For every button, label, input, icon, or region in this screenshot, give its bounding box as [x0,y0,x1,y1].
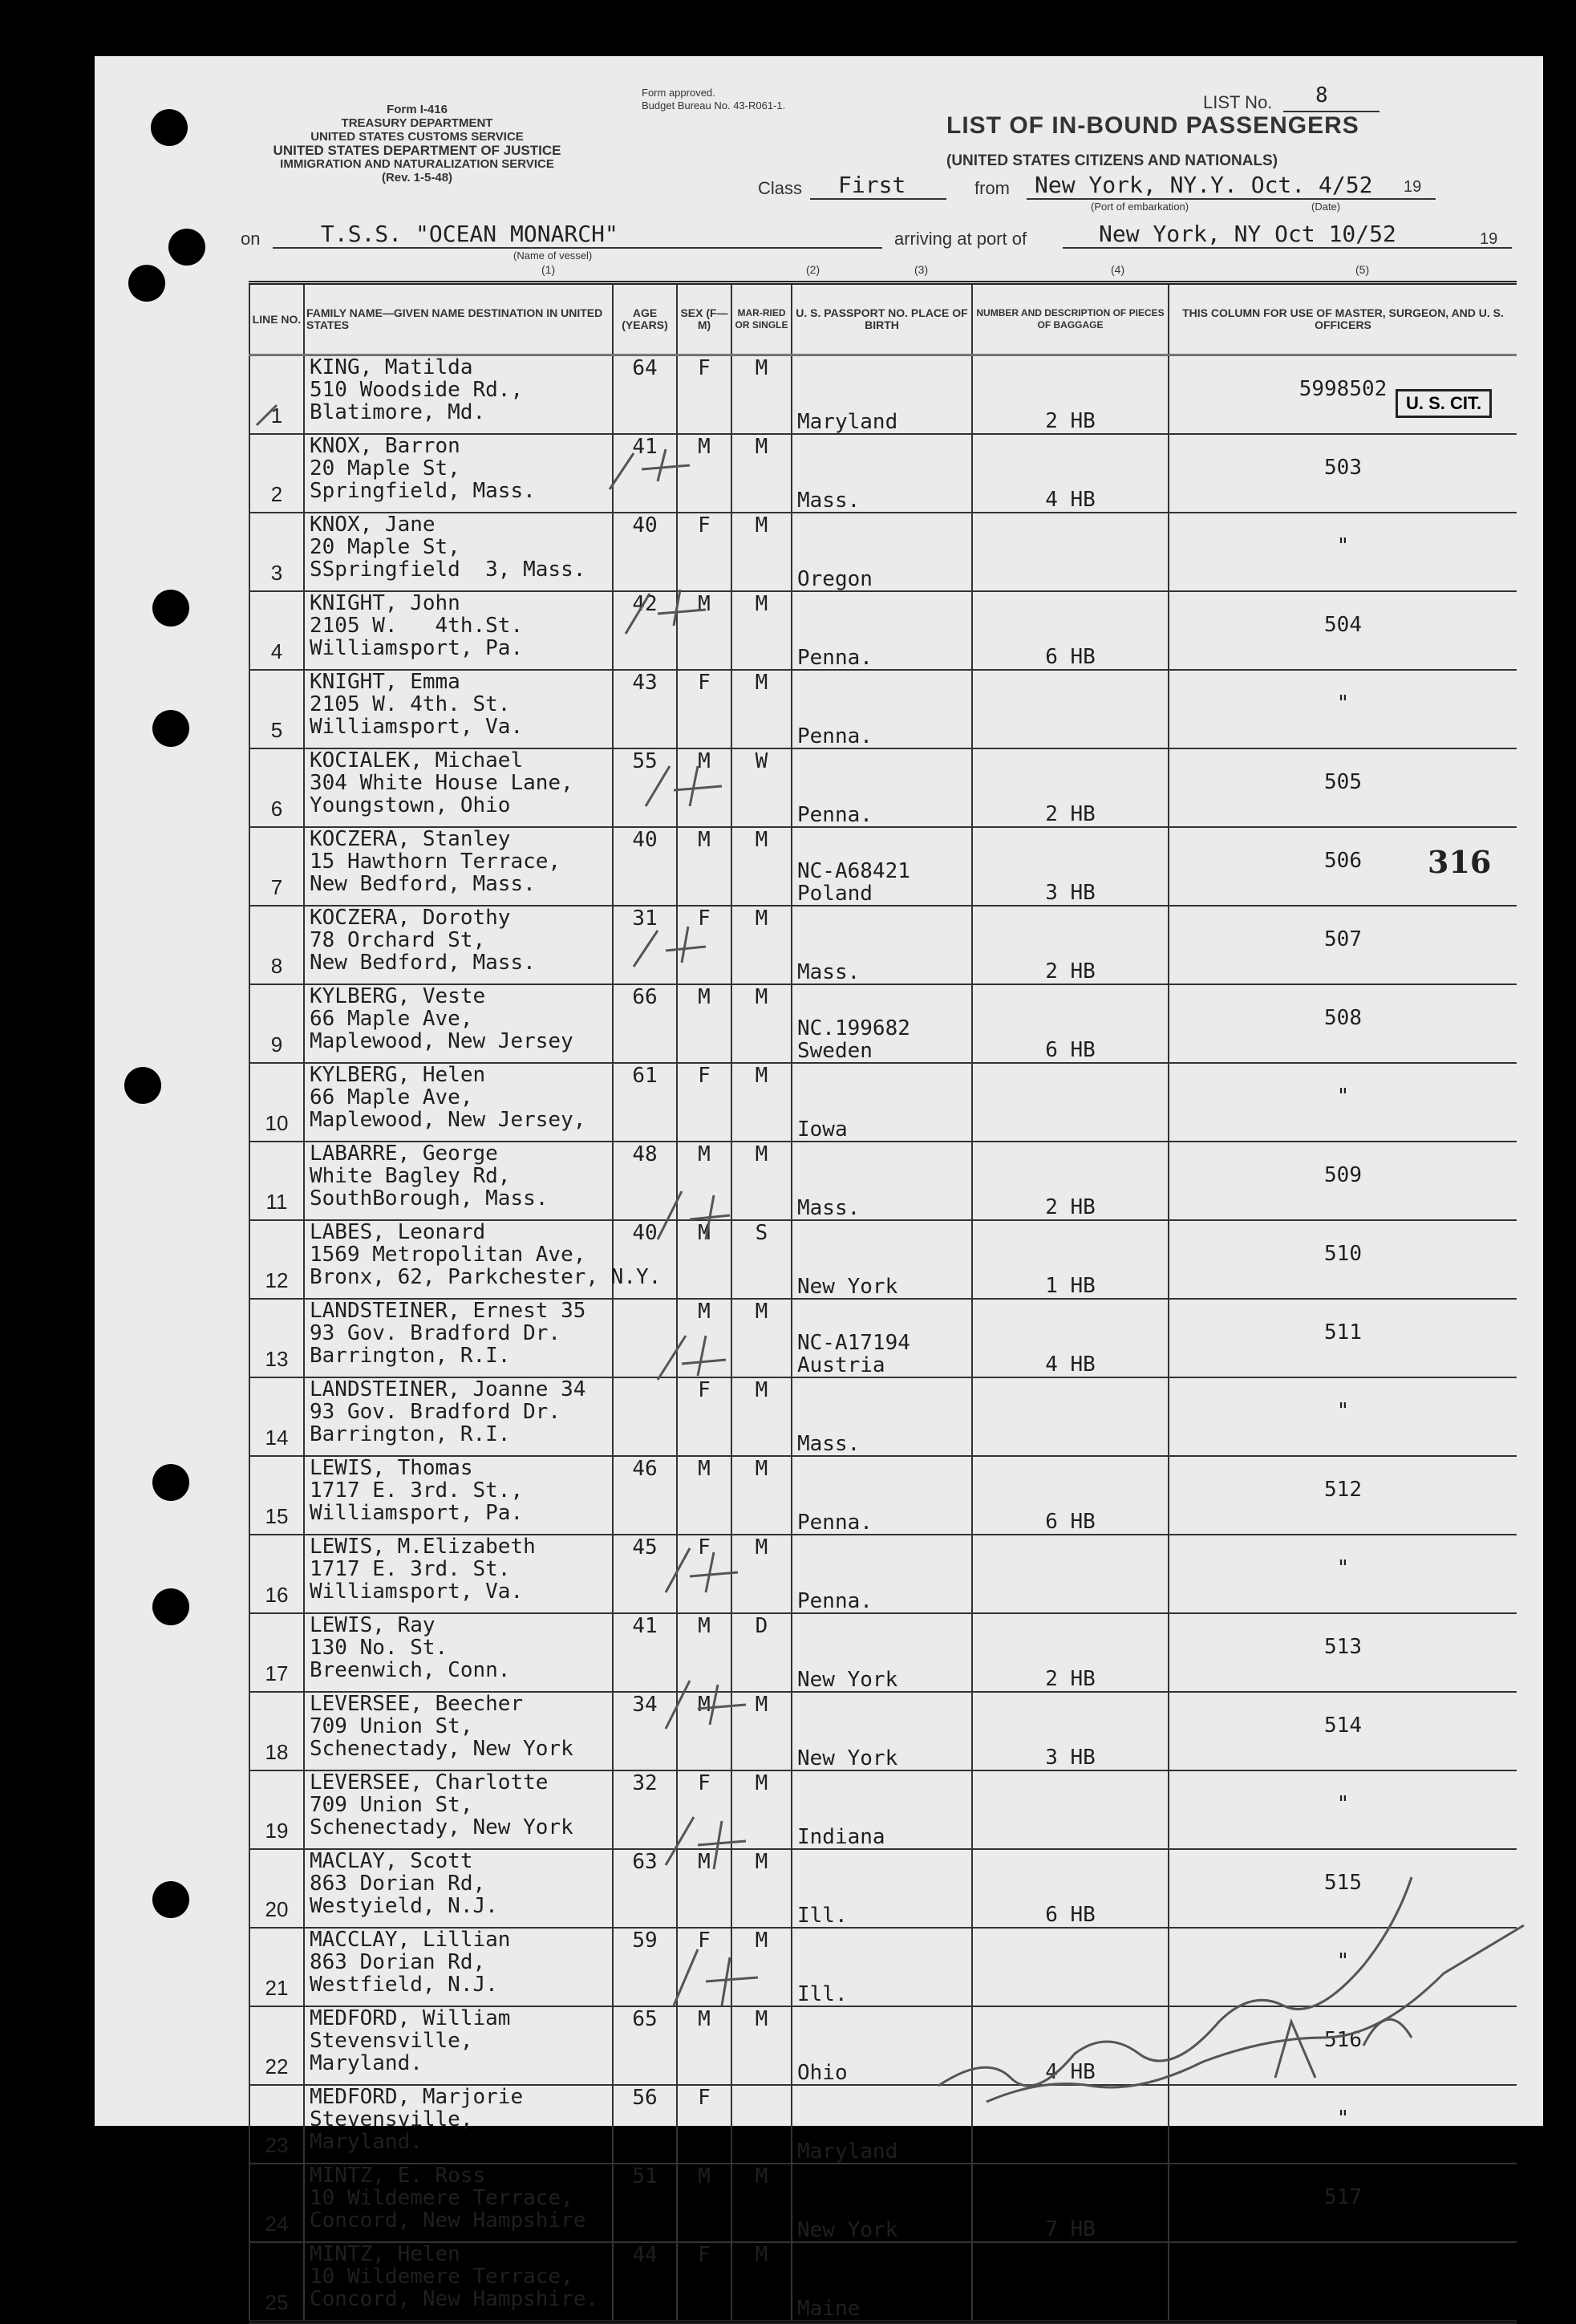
col-name: FAMILY NAME—GIVEN NAME DESTINATION IN UNITED STATES [304,283,613,355]
marital-status: M [731,1535,792,1613]
list-subtitle: (UNITED STATES CITIZENS AND NATIONALS) [946,152,1278,169]
passenger-name: LEVERSEE, Beecher 709 Union St, Schenectady, New York [304,1692,613,1770]
marital-status: M [731,434,792,513]
officer-number: 505 [1169,748,1517,827]
officer-number: 507 [1169,906,1517,984]
passport-birthplace: Penna. [792,670,972,748]
officer-number: 506 [1169,827,1517,906]
passenger-age: 56 [613,2085,677,2164]
baggage-count: 2 HB [972,1613,1169,1692]
officer-number: 517 [1169,2164,1517,2242]
form-number: Form I-416 [387,103,448,116]
passport-birthplace: Iowa [792,1063,972,1142]
signature-scrawl [938,1877,1412,2086]
from-label: from [974,178,1010,198]
officer-number: 510 [1169,1220,1517,1299]
marital-status: M [731,355,792,435]
passenger-name: KNIGHT, John 2105 W. 4th.St. Williamsport, Pa. [304,591,613,670]
vessel-name: T.S.S. "OCEAN MONARCH" [321,221,618,247]
passenger-age: 61 [613,1063,677,1142]
baggage-count: 3 HB [972,1692,1169,1770]
list-number-label: LIST No. [1203,92,1273,112]
passenger-name: LABES, Leonard 1569 Metropolitan Ave, Bronx, 62, Parkchester, N.Y. [304,1220,613,1299]
col-married: MAR-RIED OR SINGLE [731,283,792,355]
class-label: Class [758,178,803,198]
passenger-sex: F [677,355,731,435]
line-number: 1 [249,355,304,435]
passenger-age: 41 [613,434,677,513]
passport-birthplace: NC.199682 Sweden [792,984,972,1063]
passenger-age: 42 [613,591,677,670]
passenger-name: MINTZ, E. Ross 10 Wildemere Terrace, Concord, New Hampshire [304,2164,613,2242]
passport-birthplace: Mass. [792,906,972,984]
col-line: LINE NO. [249,283,304,355]
marital-status: M [731,827,792,906]
line-number: 8 [249,906,304,984]
passenger-sex: M [677,984,731,1063]
officer-number: " [1169,1770,1517,1849]
line-number: 18 [249,1692,304,1770]
passenger-age: 34 [613,1692,677,1770]
passport-birthplace: New York [792,2164,972,2242]
check-mark [666,1681,746,1729]
baggage-count: 6 HB [972,1456,1169,1535]
line-number: 7 [249,827,304,906]
page-number: 316 [1428,844,1492,880]
passenger-age: 40 [613,513,677,591]
line-number: 25 [249,2242,304,2322]
passport-birthplace: Ohio [792,2006,972,2085]
check-mark [626,590,706,634]
column-number: (4) [1111,263,1125,276]
passenger-name: MACLAY, Scott 863 Dorian Rd, Westyield, N.J. [304,1849,613,1928]
officer-number: 5998502 [1169,355,1517,435]
passenger-sex: F [677,2085,731,2164]
officer-number: " [1169,1377,1517,1456]
passenger-sex: M [677,2006,731,2085]
column-number: (1) [541,263,556,276]
passenger-sex: F [677,1770,731,1849]
passport-birthplace: New York [792,1220,972,1299]
column-number: (5) [1355,263,1370,276]
line-number: 12 [249,1220,304,1299]
check-mark [658,1191,730,1239]
form-approved: Form approved. [642,87,715,99]
marital-status: M [731,513,792,591]
col-age: AGE (YEARS) [613,283,677,355]
passenger-age: 43 [613,670,677,748]
officer-number: " [1169,1535,1517,1613]
passenger-name: LANDSTEINER, Ernest 35 93 Gov. Bradford Dr. Barrington, R.I. [304,1299,613,1377]
passenger-sex: F [677,1928,731,2006]
officer-number: " [1169,1063,1517,1142]
col-passport: U. S. PASSPORT NO. PLACE OF BIRTH [792,283,972,355]
line-number: 13 [249,1299,304,1377]
officer-number: 508 [1169,984,1517,1063]
passenger-age: 51 [613,2164,677,2242]
check-mark [666,1548,738,1592]
passenger-sex: M [677,1142,731,1220]
passenger-sex: F [677,670,731,748]
check-mark [257,405,277,425]
passenger-age: 48 [613,1142,677,1220]
col-baggage: NUMBER AND DESCRIPTION OF PIECES OF BAGGAGE [972,283,1169,355]
baggage-count: 3 HB [972,827,1169,906]
line-number: 2 [249,434,304,513]
line-number: 5 [249,670,304,748]
line-number: 19 [249,1770,304,1849]
line-number: 24 [249,2164,304,2242]
marital-status: M [731,1299,792,1377]
passenger-age: 59 [613,1928,677,2006]
passenger-name: KYLBERG, Helen 66 Maple Ave, Maplewood, New Jersey, [304,1063,613,1142]
passenger-name: LEWIS, Ray 130 No. St. Breenwich, Conn. [304,1613,613,1692]
column-number: (2) [806,263,820,276]
passenger-name: LEVERSEE, Charlotte 709 Union St, Schenectady, New York [304,1770,613,1849]
baggage-count: 1 HB [972,1220,1169,1299]
line-number: 6 [249,748,304,827]
marital-status: M [731,1377,792,1456]
from-value: New York, NY.Y. Oct. 4/52 [1035,172,1373,198]
officer-number: 503 [1169,434,1517,513]
officer-number: " [1169,670,1517,748]
signature-scrawl [987,1925,1524,2102]
passport-birthplace: Mass. [792,1377,972,1456]
passenger-name: LABARRE, George White Bagley Rd, SouthBorough, Mass. [304,1142,613,1220]
line-number: 21 [249,1928,304,2006]
marital-status: M [731,1692,792,1770]
passenger-name: KOCIALEK, Michael 304 White House Lane, Youngstown, Ohio [304,748,613,827]
passenger-name: LEWIS, M.Elizabeth 1717 E. 3rd. St. Williamsport, Va. [304,1535,613,1613]
marital-status: M [731,1770,792,1849]
officer-number: 509 [1169,1142,1517,1220]
marital-status: M [731,2242,792,2322]
passport-birthplace: Penna. [792,1535,972,1613]
marital-status: M [731,2006,792,2085]
baggage-count: 2 HB [972,906,1169,984]
baggage-count: 7 HB [972,2164,1169,2242]
passenger-age: 46 [613,1456,677,1535]
passenger-sex: F [677,2242,731,2322]
officer-number: 514 [1169,1692,1517,1770]
marital-status: M [731,1456,792,1535]
passport-birthplace: Mass. [792,1142,972,1220]
officer-number: 513 [1169,1613,1517,1692]
officer-number: 504 [1169,591,1517,670]
officer-number: 515 [1169,1849,1517,1928]
check-mark [666,1817,746,1869]
on-label: on [241,229,261,249]
passport-birthplace: Ill. [792,1849,972,1928]
marital-status: S [731,1220,792,1299]
vessel-caption: (Name of vessel) [513,249,593,262]
check-mark [674,1949,758,2006]
passenger-sex: M [677,2164,731,2242]
passenger-sex: F [677,1535,731,1613]
passport-birthplace: New York [792,1692,972,1770]
line-number: 14 [249,1377,304,1456]
passport-birthplace: Mass. [792,434,972,513]
passenger-name: LEWIS, Thomas 1717 E. 3rd. St., Williamsport, Pa. [304,1456,613,1535]
passenger-sex: M [677,827,731,906]
passport-birthplace: NC-A17194 Austria [792,1299,972,1377]
passenger-sex: M [677,434,731,513]
line-number: 17 [249,1613,304,1692]
passenger-name: KYLBERG, Veste 66 Maple Ave, Maplewood, New Jersey [304,984,613,1063]
passenger-age: 45 [613,1535,677,1613]
line-number: 4 [249,591,304,670]
date-caption: (Date) [1311,201,1341,213]
passport-birthplace: Maryland [792,355,972,435]
from-year: 19 [1404,178,1422,196]
passenger-sex: M [677,1613,731,1692]
baggage-count: 2 HB [972,748,1169,827]
line-number: 15 [249,1456,304,1535]
officer-number: 516 [1169,2006,1517,2085]
passenger-name: KNIGHT, Emma 2105 W. 4th. St. Williamsport, Va. [304,670,613,748]
officer-number [1169,2242,1517,2322]
passenger-sex: M [677,1849,731,1928]
passenger-sex: M [677,1692,731,1770]
passenger-age: 65 [613,2006,677,2085]
passport-birthplace: NC-A68421 Poland [792,827,972,906]
budget-bureau: Budget Bureau No. 43-R061-1. [642,99,786,112]
baggage-count: 4 HB [972,1299,1169,1377]
passenger-name: MACCLAY, Lillian 863 Dorian Rd, Westfield, N.J. [304,1928,613,2006]
marital-status: M [731,1142,792,1220]
signature-scrawl [1275,2019,1412,2078]
marital-status: M [731,2164,792,2242]
officer-number: " [1169,1928,1517,2006]
line-number: 16 [249,1535,304,1613]
passport-birthplace: Indiana [792,1770,972,1849]
justice-dept: UNITED STATES DEPARTMENT OF JUSTICE [273,143,561,158]
passenger-sex: M [677,1299,731,1377]
passport-birthplace: Penna. [792,1456,972,1535]
passport-birthplace: Ill. [792,1928,972,2006]
officer-number: " [1169,2085,1517,2164]
passenger-age: 64 [613,355,677,435]
passenger-name: KNOX, Barron 20 Maple St, Springfield, Mass. [304,434,613,513]
baggage-count: 6 HB [972,984,1169,1063]
passenger-age: 40 [613,827,677,906]
col-officers: THIS COLUMN FOR USE OF MASTER, SURGEON, AND U. S. OFFICERS [1169,283,1517,355]
passenger-sex: M [677,591,731,670]
arriving-value: New York, NY Oct 10/52 [1099,221,1396,247]
line-number: 20 [249,1849,304,1928]
marital-status: W [731,748,792,827]
passenger-sex: M [677,748,731,827]
passenger-name: KOCZERA, Stanley 15 Hawthorn Terrace, New Bedford, Mass. [304,827,613,906]
officer-number: 511 [1169,1299,1517,1377]
marital-status: M [731,591,792,670]
table-row [249,2242,1517,2322]
passenger-name: MEDFORD, Marjorie Stevensville, Maryland. [304,2085,613,2164]
passenger-age: 63 [613,1849,677,1928]
passenger-name: MEDFORD, William Stevensville, Maryland. [304,2006,613,2085]
arriving-label: arriving at port of [894,229,1027,249]
baggage-count: 4 HB [972,2006,1169,2085]
port-embark-caption: (Port of embarkation) [1091,201,1189,213]
passenger-age: 32 [613,1770,677,1849]
passenger-name: KING, Matilda 510 Woodside Rd., Blatimore, Md. [304,355,613,435]
marital-status: M [731,906,792,984]
baggage-count: 6 HB [972,591,1169,670]
check-mark [658,1336,726,1380]
marital-status: M [731,984,792,1063]
officer-number: " [1169,513,1517,591]
line-number: 23 [249,2085,304,2164]
baggage-count [972,2242,1169,2322]
line-number: 11 [249,1142,304,1220]
line-number: 9 [249,984,304,1063]
revision: (Rev. 1-5-48) [381,171,453,185]
col-sex: SEX (F—M) [677,283,731,355]
line-number: 22 [249,2006,304,2085]
passenger-age: 55 [613,748,677,827]
list-number: 8 [1315,83,1328,107]
passenger-sex: M [677,1220,731,1299]
passenger-name: KOCZERA, Dorothy 78 Orchard St, New Bedford, Mass. [304,906,613,984]
passenger-sex: M [677,1456,731,1535]
baggage-count: 2 HB [972,1142,1169,1220]
marital-status: M [731,670,792,748]
marital-status: D [731,1613,792,1692]
passenger-sex: F [677,906,731,984]
baggage-count: 4 HB [972,434,1169,513]
passport-birthplace: Penna. [792,748,972,827]
passport-birthplace: Maine [792,2242,972,2322]
line-number: 10 [249,1063,304,1142]
treasury-dept: TREASURY DEPARTMENT [341,116,493,130]
class-value: First [838,172,906,198]
marital-status: M [731,1063,792,1142]
passport-birthplace: Penna. [792,591,972,670]
baggage-count: 2 HB [972,355,1169,435]
marital-status: M [731,1849,792,1928]
check-mark [634,927,706,967]
passenger-sex: F [677,1063,731,1142]
passport-birthplace: Maryland [792,2085,972,2164]
passenger-age: 66 [613,984,677,1063]
check-mark [610,449,690,489]
passenger-age: 41 [613,1613,677,1692]
us-citizen-stamp: U. S. CIT. [1396,389,1492,418]
passenger-sex: F [677,1377,731,1456]
passport-birthplace: New York [792,1613,972,1692]
baggage-count: 6 HB [972,1849,1169,1928]
customs-service: UNITED STATES CUSTOMS SERVICE [310,130,524,144]
passport-birthplace: Oregon [792,513,972,591]
marital-status: M [731,1928,792,2006]
passenger-age: 31 [613,906,677,984]
ins-service: IMMIGRATION AND NATURALIZATION SERVICE [280,157,554,171]
passenger-name: LANDSTEINER, Joanne 34 93 Gov. Bradford Dr. Barrington, R.I. [304,1377,613,1456]
check-mark [646,766,722,806]
column-number: (3) [914,263,929,276]
passenger-name: MINTZ, Helen 10 Wildemere Terrace, Concord, New Hampshire. [304,2242,613,2322]
list-title: LIST OF IN-BOUND PASSENGERS [946,112,1359,139]
passenger-age: 44 [613,2242,677,2322]
line-number: 3 [249,513,304,591]
passenger-sex: F [677,513,731,591]
officer-number: 512 [1169,1456,1517,1535]
passenger-age: 40 [613,1220,677,1299]
passenger-name: KNOX, Jane 20 Maple St, SSpringfield 3, Mass. [304,513,613,591]
arriving-year: 19 [1480,230,1498,248]
